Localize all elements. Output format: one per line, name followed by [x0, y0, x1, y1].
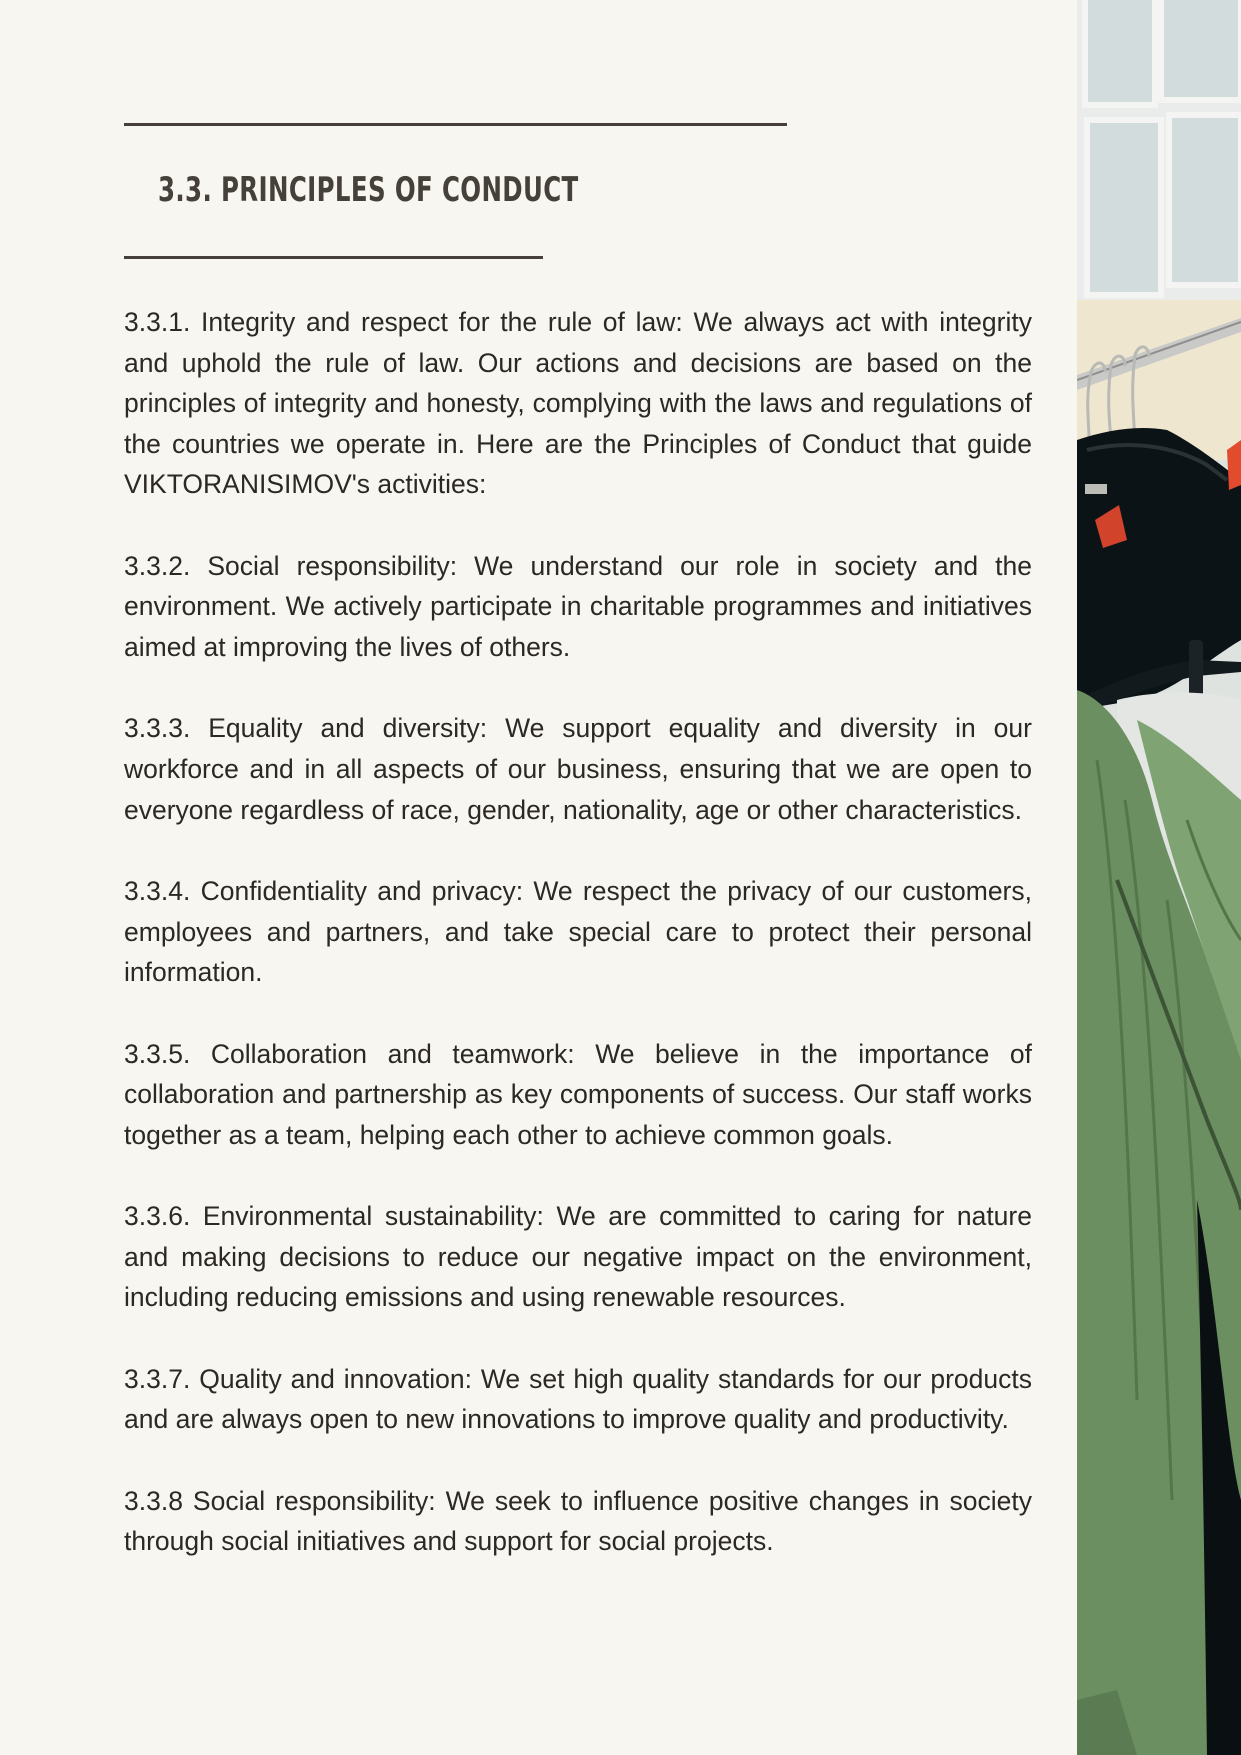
paragraph-3-3-7: 3.3.7. Quality and innovation: We set high quality standards for our products and are always open to new innovations to improve quality and productivity. — [124, 1363, 1032, 1435]
clothing-rack-photo — [1077, 0, 1241, 1755]
section-body — [124, 302, 1032, 1603]
paragraph-3-3-8: 3.3.8 Social responsibility: We seek to influence positive changes in society through social initiatives and support for social projects. — [124, 1485, 1032, 1557]
paragraph-3-3-6: 3.3.6. Environmental sustainability: We are committed to caring for nature and making decisions to reduce our negative impact on the environment, including reducing emissions and using renewable resources. — [124, 1201, 1032, 1313]
section-heading: 3.3. PRINCIPLES OF CONDUCT — [158, 170, 579, 210]
paragraph-3-3-3: 3.3.3. Equality and diversity: We support equality and diversity in our workforce and in all aspects of our business, ensuring that we are open to everyone regardless of race, gender, nationality, age or other characteristics. — [124, 713, 1032, 825]
paragraph-3-3-1: 3.3.1. Integrity and respect for the rule of law: We always act with integrity and uphold the rule of law. Our actions and decisions are based on the principles of integrity and honesty, complying with the laws and regulations of the countries we operate in. Here are the Principles of Conduct that guide VIKTORANISIMOV's activities: — [124, 307, 1032, 500]
paragraph-3-3-5: 3.3.5. Collaboration and teamwork: We believe in the importance of collaboration and partnership as key components of success. Our staff works together as a team, helping each other to achieve common goals. — [124, 1038, 1032, 1150]
heading-bottom-rule — [124, 256, 543, 259]
heading-top-rule — [124, 123, 787, 126]
paragraph-3-3-2: 3.3.2. Social responsibility: We understand our role in society and the environment. We actively participate in charitable programmes and initiatives aimed at improving the lives of others. — [124, 550, 1032, 662]
paragraph-3-3-4: 3.3.4. Confidentiality and privacy: We respect the privacy of our customers, employees and partners, and take special care to protect their personal information. — [124, 875, 1032, 988]
